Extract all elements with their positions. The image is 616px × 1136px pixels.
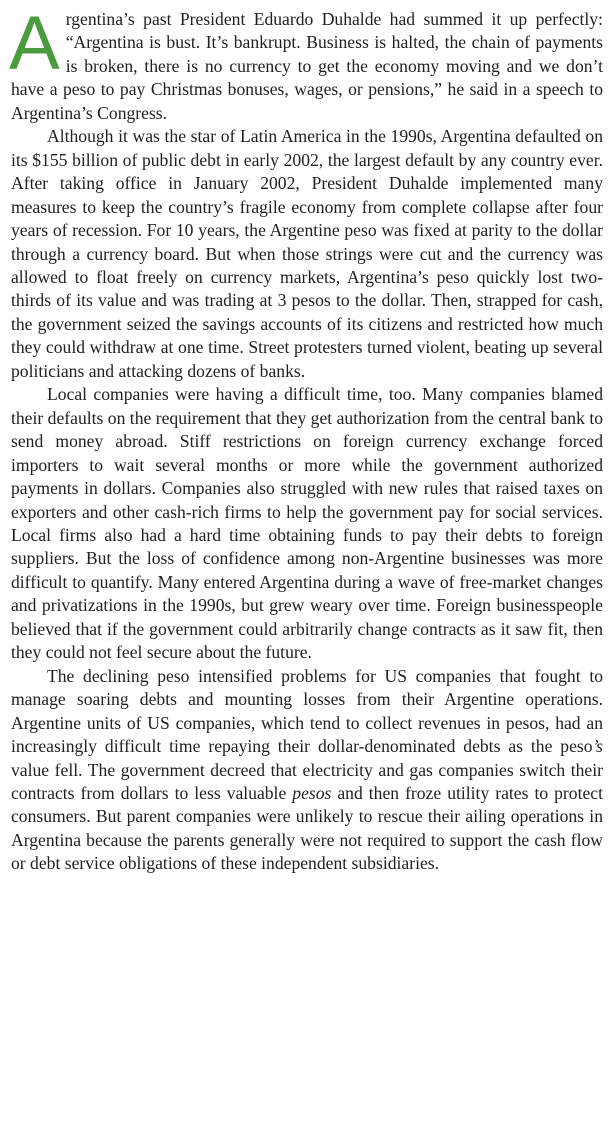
drop-cap-letter: A xyxy=(9,1,60,86)
paragraph-intro xyxy=(9,1,603,125)
paragraph-us-companies-italic-s: ’s xyxy=(592,736,603,757)
paragraph-us-companies-italic-pesos: pesos xyxy=(292,782,332,803)
paragraph-us-companies-text-e: and then froze utility rates to protect consumers. But parent companies were unlikely to rescue their ailing operations in Argentina because the parents generally were not required to support the cash flow or debt service obligations of these independent subsidiaries. xyxy=(11,782,603,874)
paragraph-us-companies-text-c: value fell. The government decreed that electricity and gas companies switch their contracts from dollars to less valuable xyxy=(11,759,603,803)
article-body xyxy=(9,1,603,876)
paragraph-local-companies: Local companies were having a difficult time, too. Many companies blamed their defaults on the requirement that they get authorization from the central bank to send money abroad. Stiff restrictions on foreign currency exchange forced importers to wait several months or more while the government authorized payments in dollars. Companies also struggled with new rules that raised taxes on exporters and other cash-rich firms to help the government pay for social services. Local firms also had a hard time obtaining funds to pay their debts to foreign suppliers. But the loss of confidence among non-Argentine businesses was more difficult to quantify. Many entered Argentina during a wave of free-market changes and privatizations in the 1990s, but grew weary over time. Foreign businesspeople believed that if the government could arbitrarily change contracts as it saw fit, then they could not feel secure about the future. xyxy=(11,384,603,663)
paragraph-intro-text: rgentina’s past President Eduardo Duhalde had summed it up perfectly: “Argentina is bust. It’s bankrupt. Business is halted, the chain of payments is broken, there is no currency to get the economy moving and we don’t have a peso to pay Christmas bonuses, wages, or pensions,” he said in a speech to Argentina’s Congress. xyxy=(11,9,603,123)
paragraph-us-companies-text-a: The declining peso intensified problems for US companies that fought to manage soaring debts and mounting losses from their Argentine operations. Argentine units of US companies, which tend to collect revenues in pesos, had an increasingly difficult time repaying their dollar-denominated debts as the peso xyxy=(11,665,603,757)
paragraph-us-companies xyxy=(11,665,603,876)
paragraph-default: Although it was the star of Latin America in the 1990s, Argentina defaulted on its $155 billion of public debt in early 2002, the largest default by any country ever. After taking office in January 2002, President Duhalde implemented many measures to keep the country’s fragile economy from complete collapse after four years of recession. For 10 years, the Argentine peso was fixed at parity to the dollar through a currency board. But when those strings were cut and the currency was allowed to float freely on currency markets, Argentina’s peso quickly lost two-thirds of its value and was trading at 3 pesos to the dollar. Then, strapped for cash, the government seized the savings accounts of its citizens and restricted how much they could withdraw at one time. Street protesters turned violent, beating up several politicians and attacking dozens of banks. xyxy=(11,126,603,381)
